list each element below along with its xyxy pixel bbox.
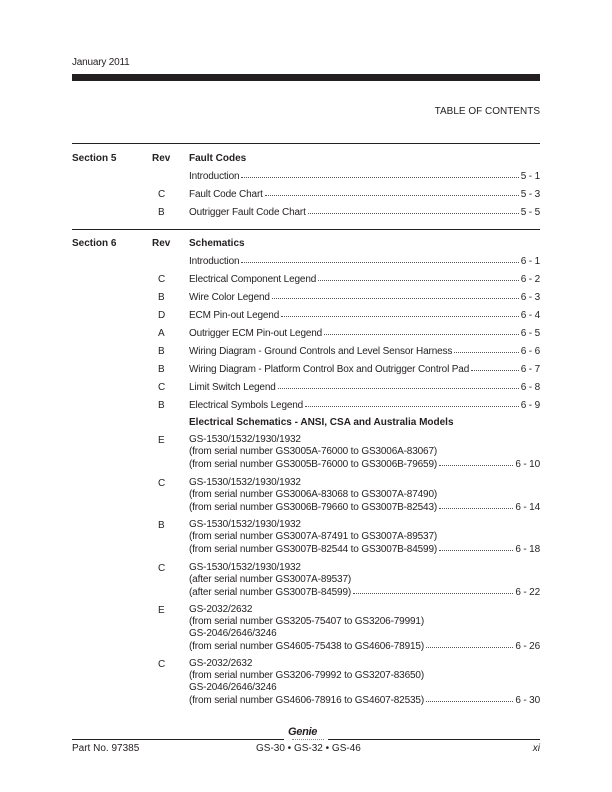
toc-entry[interactable] <box>189 477 540 514</box>
toc-entry[interactable] <box>189 562 540 599</box>
rev-header: Rev <box>152 153 171 164</box>
toc-entry[interactable] <box>189 363 540 376</box>
subsection-heading: Electrical Schematics - ANSI, CSA and Australia Models <box>189 417 454 428</box>
footer-rule <box>72 739 284 740</box>
header-bar <box>72 74 540 81</box>
entry-serial-range: (after serial number GS3007B-84599) <box>189 587 352 598</box>
dot-leader <box>439 500 513 509</box>
dot-leader <box>426 639 513 648</box>
page-ref: 6 - 6 <box>520 346 540 357</box>
entry-title: Electrical Symbols Legend <box>189 400 304 411</box>
dot-leader <box>353 585 513 594</box>
section-label: Section 5 <box>72 153 117 164</box>
toc-entry[interactable] <box>189 381 540 394</box>
entry-model: GS-2046/2646/3246 <box>189 682 277 693</box>
dot-leader <box>318 272 519 281</box>
rev-code: B <box>158 520 165 531</box>
entry-serial-range: (after serial number GS3007A-89537) <box>189 574 352 585</box>
entry-title: Outrigger Fault Code Chart <box>189 207 306 218</box>
entry-model: GS-1530/1532/1930/1932 <box>189 434 301 445</box>
entry-serial-range: (from serial number GS3206-79992 to GS3207-83650) <box>189 670 425 681</box>
toc-entry[interactable] <box>189 309 540 322</box>
toc-entry[interactable] <box>189 327 540 340</box>
genie-logo: Genie <box>288 726 318 738</box>
toc-entry[interactable] <box>189 273 540 286</box>
section-title: Fault Codes <box>189 153 247 164</box>
entry-serial-range: (from serial number GS3005A-76000 to GS3006A-83067) <box>189 446 438 457</box>
page-ref: 6 - 8 <box>520 382 540 393</box>
toc-entry[interactable] <box>189 188 540 201</box>
dot-leader <box>241 254 518 263</box>
dot-leader <box>308 205 519 214</box>
toc-entry[interactable] <box>189 291 540 304</box>
rev-header: Rev <box>152 238 171 249</box>
section-title: Schematics <box>189 238 245 249</box>
entry-serial-range: (from serial number GS3205-75407 to GS3206-79991) <box>189 616 425 627</box>
rev-code: C <box>158 478 166 489</box>
entry-title: Wire Color Legend <box>189 292 270 303</box>
section-label: Section 6 <box>72 238 117 249</box>
rev-code: B <box>158 400 165 411</box>
entry-title: Outrigger ECM Pin-out Legend <box>189 328 323 339</box>
page-ref: 6 - 30 <box>515 695 540 706</box>
page-ref: 5 - 3 <box>520 189 540 200</box>
rev-code: E <box>158 435 165 446</box>
rev-code: C <box>158 382 166 393</box>
dot-leader <box>272 290 519 299</box>
entry-model: GS-1530/1532/1930/1932 <box>189 519 301 530</box>
entry-serial-range: (from serial number GS3007A-87491 to GS3007A-89537) <box>189 531 438 542</box>
entry-model: GS-1530/1532/1930/1932 <box>189 477 301 488</box>
entry-model: GS-2032/2632 <box>189 604 253 615</box>
rev-code: B <box>158 346 165 357</box>
rev-code: C <box>158 189 166 200</box>
toc-entry[interactable] <box>189 255 540 268</box>
entry-serial-range: (from serial number GS3005B-76000 to GS3006B-79659) <box>189 459 438 470</box>
toc-entry[interactable] <box>189 519 540 556</box>
document-date: January 2011 <box>72 57 130 68</box>
entry-serial-range: (from serial number GS3006A-83068 to GS3007A-87490) <box>189 489 438 500</box>
entry-model: GS-1530/1532/1930/1932 <box>189 562 301 573</box>
rev-code: A <box>158 328 165 339</box>
toc-entry[interactable] <box>189 604 540 653</box>
entry-title: Wiring Diagram - Platform Control Box and Outrigger Control Pad <box>189 364 470 375</box>
rev-code: B <box>158 292 165 303</box>
toc-entry[interactable] <box>189 658 540 707</box>
entry-title: Limit Switch Legend <box>189 382 276 393</box>
dot-leader <box>454 344 519 353</box>
dot-leader <box>426 693 513 702</box>
dot-leader <box>265 187 519 196</box>
section-divider <box>72 143 540 144</box>
entry-serial-range: (from serial number GS4606-78916 to GS4607-82535) <box>189 695 425 706</box>
rev-code: C <box>158 659 166 670</box>
dot-leader <box>278 380 519 389</box>
page-ref: 6 - 10 <box>515 459 540 470</box>
entry-title: Introduction <box>189 256 240 267</box>
rev-code: C <box>158 563 166 574</box>
dot-leader <box>241 169 518 178</box>
entry-title: ECM Pin-out Legend <box>189 310 280 321</box>
page-ref: 6 - 1 <box>520 256 540 267</box>
toc-entry[interactable] <box>189 399 540 412</box>
page-title: TABLE OF CONTENTS <box>434 106 540 117</box>
rev-code: B <box>158 364 165 375</box>
dot-leader <box>324 326 519 335</box>
dot-leader <box>439 542 513 551</box>
entry-title: Fault Code Chart <box>189 189 263 200</box>
entry-serial-range: (from serial number GS3007B-82544 to GS3007B-84599) <box>189 544 438 555</box>
entry-model: GS-2032/2632 <box>189 658 253 669</box>
entry-serial-range: (from serial number GS3006B-79660 to GS3007B-82543) <box>189 502 438 513</box>
page-ref: 6 - 3 <box>520 292 540 303</box>
page-ref: 6 - 18 <box>515 544 540 555</box>
logo-tagline <box>292 739 324 742</box>
page-ref: 6 - 2 <box>520 274 540 285</box>
entry-model: GS-2046/2646/3246 <box>189 628 277 639</box>
page-ref: 6 - 5 <box>520 328 540 339</box>
part-number: Part No. 97385 <box>72 743 140 754</box>
model-list: GS-30 • GS-32 • GS-46 <box>256 743 361 754</box>
page-ref: 6 - 4 <box>520 310 540 321</box>
page-ref: 5 - 1 <box>520 171 540 182</box>
dot-leader <box>305 398 519 407</box>
page-ref: 6 - 7 <box>520 364 540 375</box>
page-ref: 5 - 5 <box>520 207 540 218</box>
section-divider <box>72 229 540 230</box>
footer-rule <box>328 739 540 740</box>
rev-code: B <box>158 207 165 218</box>
entry-serial-range: (from serial number GS4605-75438 to GS4606-78915) <box>189 641 425 652</box>
dot-leader <box>439 457 513 466</box>
entry-title: Introduction <box>189 171 240 182</box>
entry-title: Wiring Diagram - Ground Controls and Level Sensor Harness <box>189 346 453 357</box>
rev-code: C <box>158 274 166 285</box>
page-ref: 6 - 22 <box>515 587 540 598</box>
rev-code: D <box>158 310 166 321</box>
toc-entry[interactable] <box>189 434 540 471</box>
page-number: xi <box>532 743 540 754</box>
page-ref: 6 - 26 <box>515 641 540 652</box>
toc-entry[interactable] <box>189 206 540 219</box>
page-ref: 6 - 14 <box>515 502 540 513</box>
page-ref: 6 - 9 <box>520 400 540 411</box>
dot-leader <box>281 308 519 317</box>
entry-title: Electrical Component Legend <box>189 274 317 285</box>
toc-entry[interactable] <box>189 345 540 358</box>
toc-entry[interactable] <box>189 170 540 183</box>
dot-leader <box>471 362 519 371</box>
rev-code: E <box>158 605 165 616</box>
